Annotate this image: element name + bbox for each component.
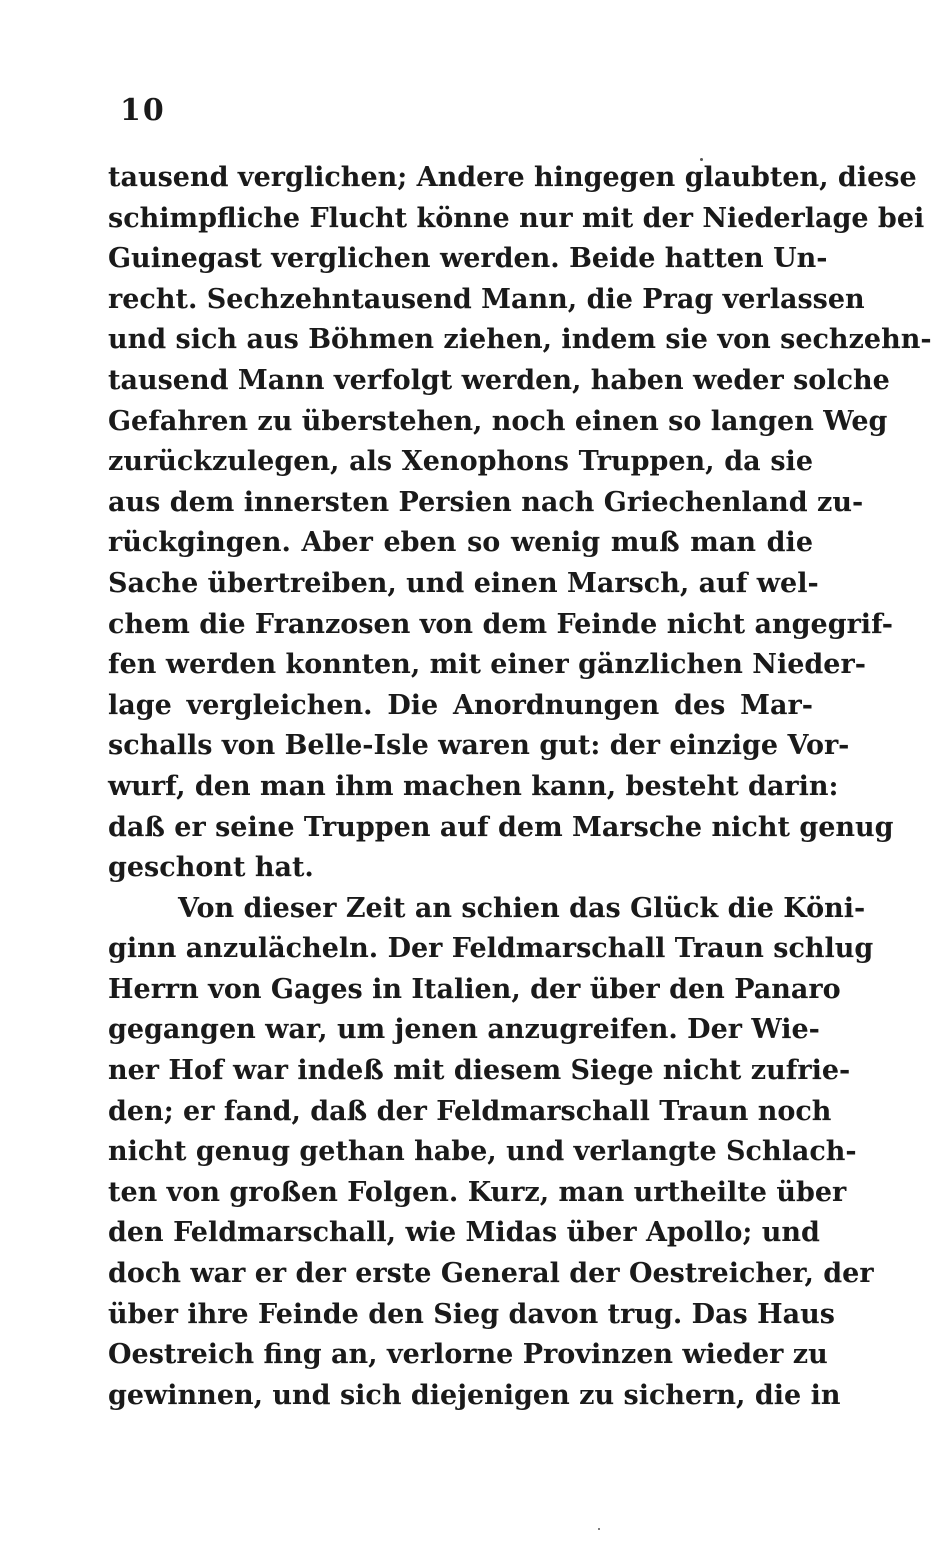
text-line: und sich aus Böhmen ziehen, indem sie von sechzehn- [108,324,932,356]
text-line: gegangen war, um jenen anzugreifen. Der Wie- [108,1014,820,1046]
text-line-paragraph-start: Von dieser Zeit an schien das Glück die Köni- [178,892,866,924]
text-line: daß er seine Truppen auf dem Marsche nicht genug [108,811,894,843]
text-line: wurf, den man ihm machen kann, besteht darin: [108,770,839,802]
text-line: Guinegast verglichen werden. Beide hatten Un- [108,243,828,275]
text-line: Gefahren zu überstehen, noch einen so langen Weg [108,405,888,437]
text-line: rückgingen. Aber eben so wenig muß man die [108,527,813,559]
text-line: lage vergleichen. Die Anordnungen des Mar- [108,689,813,721]
text-line: den Feldmarschall, wie Midas über Apollo; und [108,1217,820,1249]
text-line: nicht genug gethan habe, und verlangte Schlach- [108,1136,857,1168]
paper-speck [598,1528,600,1530]
text-line: zurückzulegen, als Xenophons Truppen, da sie [108,446,813,478]
body-text [108,158,932,1416]
text-line-paragraph-end: geschont hat. [108,852,314,884]
text-line: Oestreich fing an, verlorne Provinzen wieder zu [108,1339,828,1371]
text-line: schimpfliche Flucht könne nur mit der Niederlage bei [108,202,925,234]
text-line: den; er fand, daß der Feldmarschall Traun noch [108,1095,832,1127]
text-line: tausend verglichen; Andere hingegen glaubten, diese [108,162,917,193]
text-line: tausend Mann verfolgt werden, haben weder solche [108,364,890,396]
text-line: ginn anzulächeln. Der Feldmarschall Traun schlug [108,933,874,965]
text-line: doch war er der erste General der Oestreicher, der [108,1258,874,1290]
text-line: über ihre Feinde den Sieg davon trug. Das Haus [108,1298,835,1330]
text-line: gewinnen, und sich diejenigen zu sichern, die in [108,1379,841,1411]
text-line: aus dem innersten Persien nach Griechenland zu- [108,486,864,518]
text-line: Herrn von Gages in Italien, der über den Panaro [108,973,841,1005]
text-line: fen werden konnten, mit einer gänzlichen Nieder- [108,649,866,681]
text-line: schalls von Belle-Isle waren gut: der einzige Vor- [108,730,850,762]
text-line: Sache übertreiben, und einen Marsch, auf wel- [108,567,819,599]
text-line: recht. Sechzehntausend Mann, die Prag verlassen [108,283,865,315]
text-line: ten von großen Folgen. Kurz, man urtheilte über [108,1176,847,1208]
paper-speck [700,158,703,161]
text-line: chem die Franzosen von dem Feinde nicht angegrif- [108,608,893,640]
page-number: 10 [120,93,166,128]
text-line: ner Hof war indeß mit diesem Siege nicht zufrie- [108,1055,851,1087]
